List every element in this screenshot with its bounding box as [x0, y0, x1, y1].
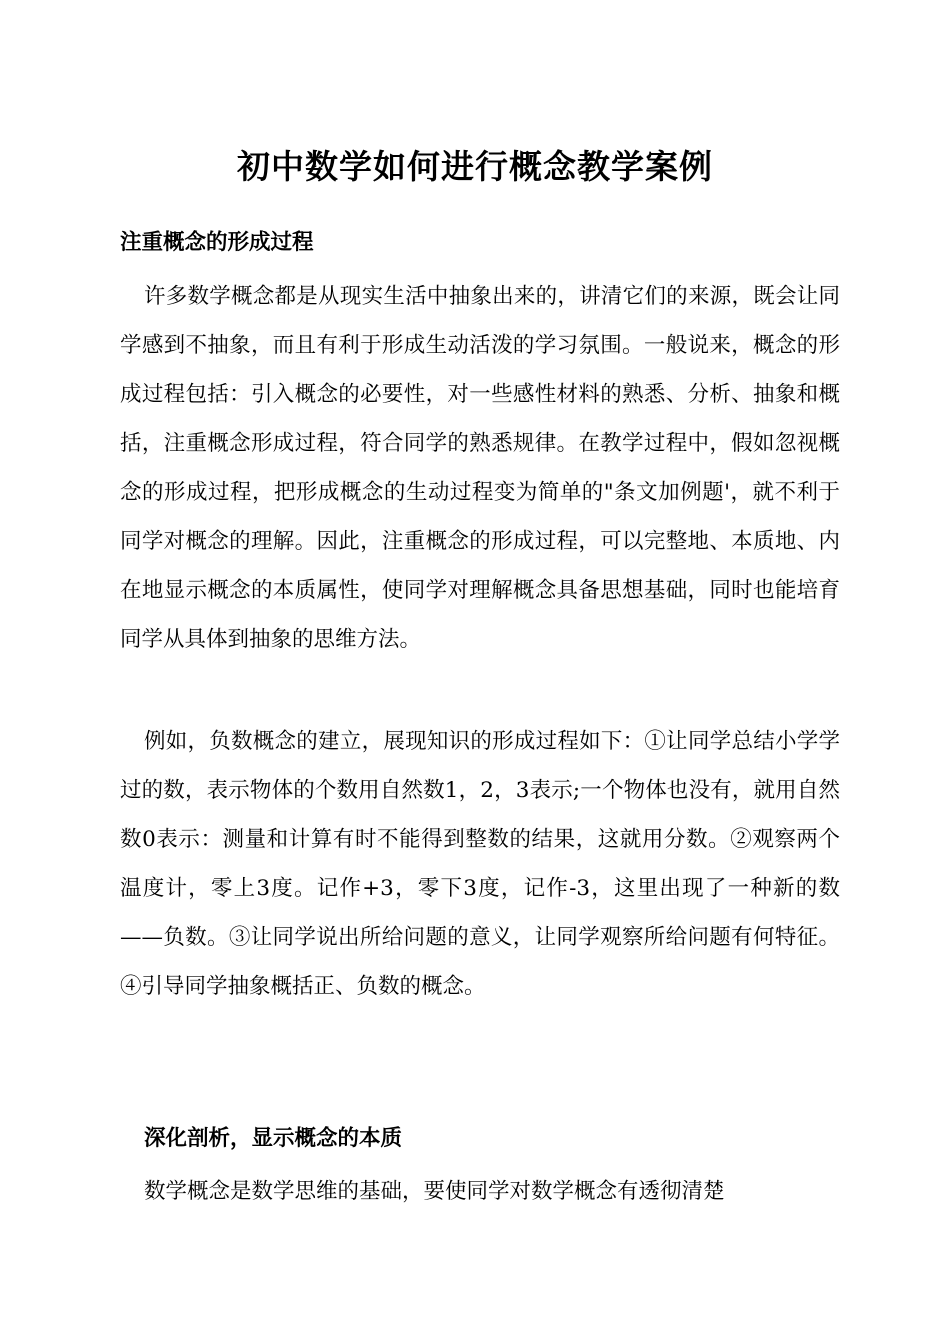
- body-paragraph: 许多数学概念都是从现实生活中抽象出来的，讲清它们的来源，既会让同学感到不抽象，而且有利于形成生动活泼的学习氛围。一般说来，概念的形成过程包括：引入概念的必要性，对一些感性材料的熟悉、分析、抽象和概括，注重概念形成过程，符合同学的熟悉规律。在教学过程中，假如忽视概念的形成过程，把形成概念的生动过程变为简单的"条文加例题'，就不利于同学对概念的理解。因此，注重概念的形成过程，可以完整地、本质地、内在地显示概念的本质属性，使同学对理解概念具备思想基础，同时也能培育同学从具体到抽象的思维方法。: [120, 284, 840, 652]
- section-heading-concept-formation: 注重概念的形成过程: [120, 230, 314, 255]
- body-paragraph: 数学概念是数学思维的基础，要使同学对数学概念有透彻清楚: [144, 1179, 725, 1204]
- section-heading-concept-essence: 深化剖析，显示概念的本质: [144, 1126, 403, 1151]
- body-paragraph: 例如，负数概念的建立，展现知识的形成过程如下：①让同学总结小学学过的数，表示物体的个数用自然数1，2，3表示;一个物体也没有，就用自然数0表示：测量和计算有时不能得到整数的结果，这就用分数。②观察两个温度计，零上3度。记作+3，零下3度，记作-3，这里出现了一种新的数——负数。③让同学说出所给问题的意义，让同学观察所给问题有何特征。④引导同学抽象概括正、负数的概念。: [120, 729, 840, 999]
- document-title: 初中数学如何进行概念教学案例: [237, 147, 713, 186]
